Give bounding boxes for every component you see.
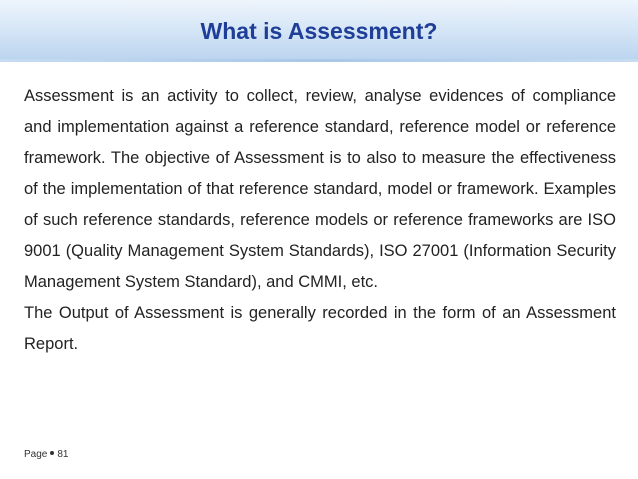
bullet-separator-icon [50, 451, 54, 455]
title-bar [0, 0, 638, 62]
slide-title: What is Assessment? [200, 18, 438, 44]
page-footer [24, 449, 68, 461]
slide-body [24, 81, 616, 360]
body-paragraph-2: The Output of Assessment is generally recorded in the form of an Assessment Report. [24, 304, 616, 353]
body-paragraph-1: Assessment is an activity to collect, review, analyse evidences of compliance and implementation against a reference standard, reference model or reference framework. The objective of Assessment is to also to measure the effectiveness of the implementation of that reference standard, model or framework. Examples of such reference standards, reference models or reference frameworks are ISO 9001 (Quality Management System Standards), ISO 27001 (Information Security Management System Standard), and CMMI, etc. [24, 87, 616, 291]
page-label: Page [24, 449, 48, 460]
page-number: 81 [57, 449, 69, 460]
